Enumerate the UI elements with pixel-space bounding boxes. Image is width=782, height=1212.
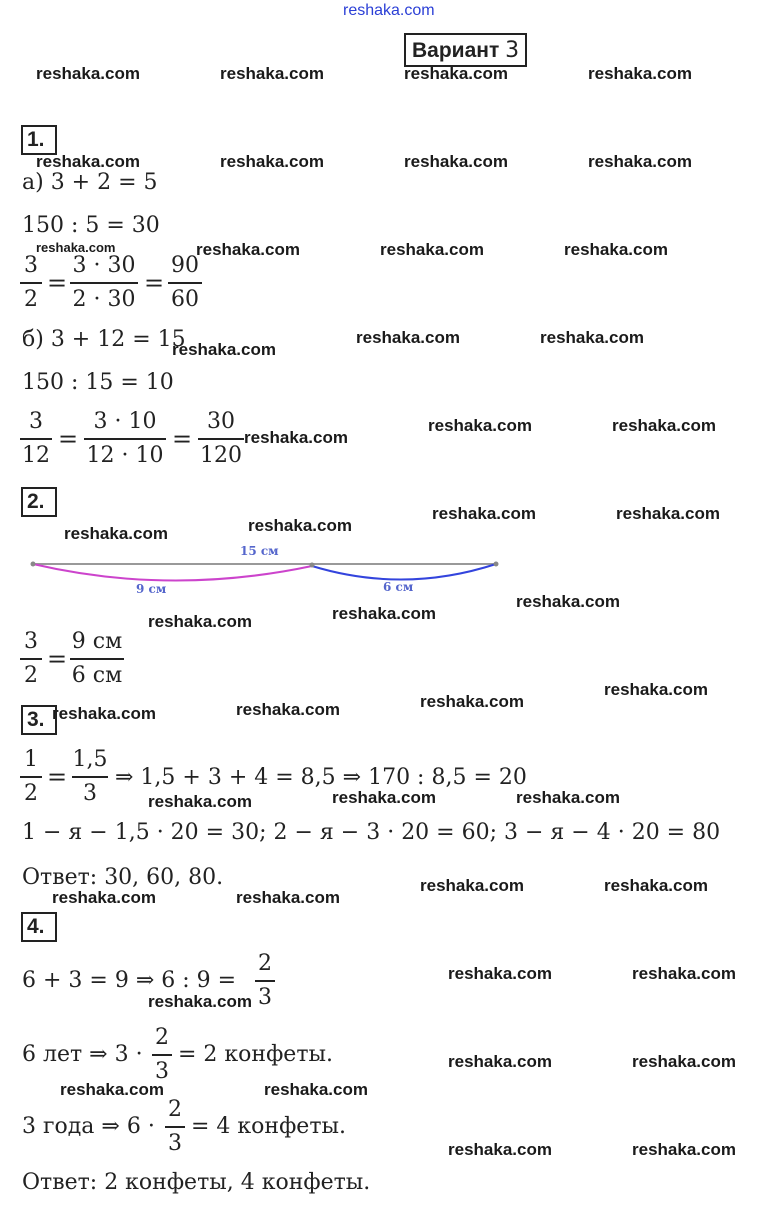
fraction-bar bbox=[70, 658, 124, 660]
watermark: reshaka.com bbox=[236, 700, 340, 719]
denominator: 3 bbox=[155, 1059, 169, 1084]
segment-diagram bbox=[0, 540, 520, 600]
denominator: 2 bbox=[24, 287, 38, 312]
fraction-bar bbox=[20, 282, 42, 284]
fraction bbox=[165, 1096, 185, 1158]
left-arc bbox=[33, 564, 312, 581]
watermark: reshaka.com bbox=[616, 504, 720, 523]
watermark: reshaka.com bbox=[516, 592, 620, 611]
watermark: reshaka.com bbox=[448, 1140, 552, 1159]
watermark: reshaka.com bbox=[332, 788, 436, 807]
watermark: reshaka.com bbox=[236, 888, 340, 907]
fraction bbox=[72, 746, 108, 808]
fraction-bar bbox=[72, 776, 108, 778]
task-number-1: 1. bbox=[21, 125, 57, 155]
numerator: 3 · 30 bbox=[72, 253, 136, 278]
fraction bbox=[20, 252, 42, 314]
task1-b-line1: б) 3 + 12 = 15 bbox=[22, 327, 186, 352]
equals-sign: = bbox=[172, 425, 193, 453]
watermark: reshaka.com bbox=[588, 64, 692, 83]
task4-line3-pre: 3 года ⇒ 6 · bbox=[22, 1114, 155, 1139]
fraction bbox=[70, 252, 138, 314]
watermark: reshaka.com bbox=[36, 64, 140, 83]
watermark: reshaka.com bbox=[52, 704, 156, 723]
point-middle bbox=[310, 563, 315, 568]
numerator: 2 bbox=[155, 1025, 169, 1050]
numerator: 3 · 10 bbox=[93, 409, 157, 434]
fraction bbox=[70, 628, 124, 690]
watermark: reshaka.com bbox=[380, 240, 484, 259]
total-length-label: 15 см bbox=[240, 544, 279, 558]
fraction bbox=[20, 628, 42, 690]
fraction bbox=[255, 950, 275, 1012]
watermark: reshaka.com bbox=[356, 328, 460, 347]
watermark: reshaka.com bbox=[612, 416, 716, 435]
denominator: 3 bbox=[83, 781, 97, 806]
watermark: reshaka.com bbox=[196, 240, 300, 259]
denominator: 6 см bbox=[71, 663, 123, 688]
numerator: 90 bbox=[171, 253, 199, 278]
watermark: reshaka.com bbox=[332, 604, 436, 623]
task1-a-line1: а) 3 + 2 = 5 bbox=[22, 170, 158, 195]
watermark: reshaka.com bbox=[632, 1052, 736, 1071]
watermark: reshaka.com bbox=[52, 888, 156, 907]
fraction-bar bbox=[20, 776, 42, 778]
fraction bbox=[168, 252, 202, 314]
watermark: reshaka.com bbox=[244, 428, 348, 447]
watermark: reshaka.com bbox=[148, 792, 252, 811]
watermark: reshaka.com bbox=[420, 692, 524, 711]
watermark: reshaka.com bbox=[448, 1052, 552, 1071]
site-header-link[interactable]: reshaka.com bbox=[343, 2, 435, 19]
fraction-bar bbox=[70, 282, 138, 284]
numerator: 30 bbox=[207, 409, 235, 434]
watermark: reshaka.com bbox=[632, 964, 736, 983]
watermark: reshaka.com bbox=[604, 680, 708, 699]
point-start bbox=[31, 562, 36, 567]
watermark: reshaka.com bbox=[60, 1080, 164, 1099]
variant-number: 3 bbox=[505, 38, 520, 63]
fraction-bar bbox=[20, 658, 42, 660]
watermark: reshaka.com bbox=[148, 992, 252, 1011]
task3-chain: ⇒ 1,5 + 3 + 4 = 8,5 ⇒ 170 : 8,5 = 20 bbox=[115, 765, 527, 790]
denominator: 12 bbox=[22, 443, 50, 468]
equals-sign: = bbox=[47, 763, 68, 791]
task4-answer: Ответ: 2 конфеты, 4 конфеты. bbox=[22, 1170, 371, 1195]
fraction bbox=[84, 408, 166, 470]
fraction bbox=[152, 1024, 172, 1086]
watermark: reshaka.com bbox=[220, 152, 324, 171]
left-length-label: 9 см bbox=[136, 582, 167, 596]
equals-sign: = bbox=[47, 645, 68, 673]
denominator: 2 · 30 bbox=[72, 287, 136, 312]
denominator: 3 bbox=[258, 985, 272, 1010]
denominator: 2 bbox=[24, 781, 38, 806]
fraction-bar bbox=[84, 438, 166, 440]
watermark: reshaka.com bbox=[220, 64, 324, 83]
task-number-2: 2. bbox=[21, 487, 57, 517]
watermark: reshaka.com bbox=[588, 152, 692, 171]
watermark: reshaka.com bbox=[148, 612, 252, 631]
numerator: 2 bbox=[258, 951, 272, 976]
denominator: 3 bbox=[168, 1131, 182, 1156]
fraction bbox=[198, 408, 244, 470]
point-end bbox=[494, 562, 499, 567]
watermark: reshaka.com bbox=[264, 1080, 368, 1099]
task-number-4: 4. bbox=[21, 912, 57, 942]
watermark: reshaka.com bbox=[448, 964, 552, 983]
right-length-label: 6 см bbox=[383, 580, 414, 594]
task3-answer: Ответ: 30, 60, 80. bbox=[22, 865, 224, 890]
numerator: 1 bbox=[24, 747, 38, 772]
watermark: reshaka.com bbox=[632, 1140, 736, 1159]
watermark: reshaka.com bbox=[64, 524, 168, 543]
fraction-bar bbox=[152, 1054, 172, 1056]
watermark: reshaka.com bbox=[404, 64, 508, 83]
watermark: reshaka.com bbox=[540, 328, 644, 347]
task4-line3-post: = 4 конфеты. bbox=[191, 1114, 346, 1139]
equals-sign: = bbox=[58, 425, 79, 453]
fraction-bar bbox=[165, 1126, 185, 1128]
task-number-3: 3. bbox=[21, 705, 57, 735]
numerator: 3 bbox=[24, 629, 38, 654]
watermark: reshaka.com bbox=[432, 504, 536, 523]
watermark: reshaka.com bbox=[564, 240, 668, 259]
task4-line2-pre: 6 лет ⇒ 3 · bbox=[22, 1042, 143, 1067]
fraction-bar bbox=[198, 438, 244, 440]
fraction bbox=[20, 408, 52, 470]
watermark: reshaka.com bbox=[604, 876, 708, 895]
watermark: reshaka.com bbox=[172, 340, 276, 359]
fraction bbox=[20, 746, 42, 808]
watermark: reshaka.com bbox=[516, 788, 620, 807]
watermark: reshaka.com bbox=[36, 152, 140, 171]
denominator: 60 bbox=[171, 287, 199, 312]
watermark: reshaka.com bbox=[428, 416, 532, 435]
equals-sign: = bbox=[144, 269, 165, 297]
watermark: reshaka.com bbox=[248, 516, 352, 535]
denominator: 2 bbox=[24, 663, 38, 688]
watermark: reshaka.com bbox=[404, 152, 508, 171]
numerator: 3 bbox=[24, 253, 38, 278]
equals-sign: = bbox=[47, 269, 68, 297]
fraction-bar bbox=[168, 282, 202, 284]
variant-label: Вариант bbox=[412, 39, 500, 62]
denominator: 120 bbox=[200, 443, 242, 468]
right-arc bbox=[312, 564, 496, 580]
fraction-bar bbox=[20, 438, 52, 440]
numerator: 2 bbox=[168, 1097, 182, 1122]
task3-parts: 1 − я − 1,5 · 20 = 30; 2 − я − 3 · 20 = 60; 3 − я − 4 · 20 = 80 bbox=[22, 820, 721, 845]
numerator: 3 bbox=[29, 409, 43, 434]
fraction-bar bbox=[255, 980, 275, 982]
watermark: reshaka.com bbox=[36, 240, 116, 255]
task4-line2-post: = 2 конфеты. bbox=[178, 1042, 333, 1067]
task1-b-line2: 150 : 15 = 10 bbox=[22, 370, 174, 395]
task4-line1: 6 + 3 = 9 ⇒ 6 : 9 = bbox=[22, 968, 237, 993]
watermark: reshaka.com bbox=[420, 876, 524, 895]
numerator: 1,5 bbox=[72, 747, 108, 772]
denominator: 12 · 10 bbox=[86, 443, 164, 468]
numerator: 9 см bbox=[71, 629, 123, 654]
variant-title bbox=[404, 33, 527, 67]
task1-a-line2: 150 : 5 = 30 bbox=[22, 213, 160, 238]
